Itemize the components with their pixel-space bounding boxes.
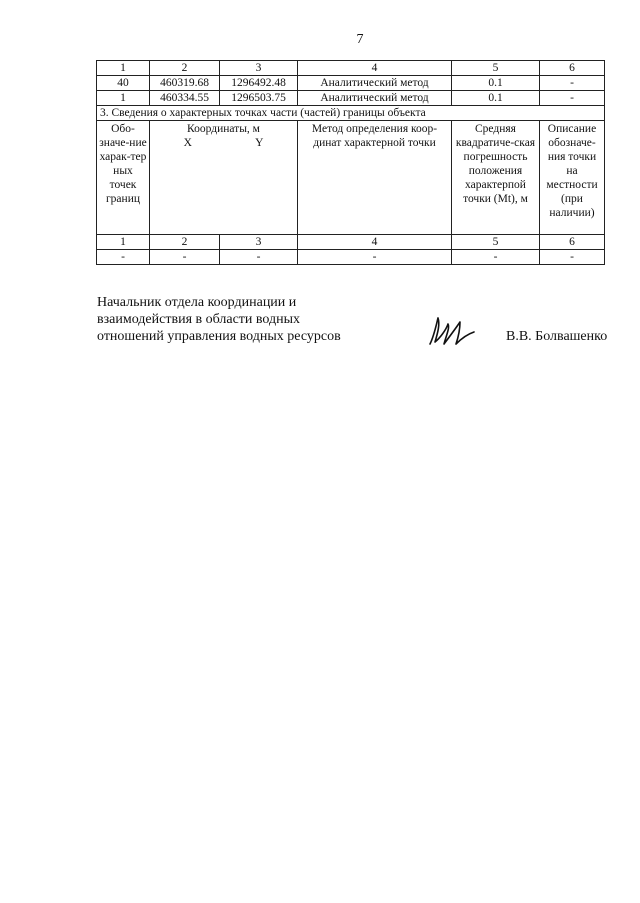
table-cell: - (452, 250, 540, 265)
position-line: Начальник отдела координации и (97, 295, 297, 310)
table-cell: - (97, 250, 150, 265)
coordinates-table (96, 60, 605, 265)
table-cell: - (298, 250, 452, 265)
table-cell: 2 (150, 61, 220, 76)
method-cell: Аналитический метод (298, 91, 452, 106)
accuracy-header: Средняя квадратиче-ская погрешность положения характерпой точки (Mt), м (452, 121, 540, 235)
table-cell: 3 (220, 61, 298, 76)
section-title-row (97, 106, 605, 121)
coordinates-header (150, 121, 298, 235)
table-header-number-row (97, 61, 605, 76)
table-cell: 4 (298, 61, 452, 76)
table-row (97, 76, 605, 91)
accuracy-cell: 0.1 (452, 76, 540, 91)
page-number: 7 (356, 32, 364, 47)
coordinates-header-label: Координаты, м (187, 123, 260, 135)
table-cell: 2 (150, 235, 220, 250)
table-column-header-row (97, 121, 605, 235)
accuracy-cell: 0.1 (452, 91, 540, 106)
handwritten-signature (426, 314, 476, 348)
table-row (97, 250, 605, 265)
method-header: Метод определения коор-динат характерной точки (298, 121, 452, 235)
table-cell: 6 (540, 235, 605, 250)
table-cell: 5 (452, 235, 540, 250)
table-cell: 1 (97, 61, 150, 76)
table-cell: 3 (220, 235, 298, 250)
y-coordinate-cell: 1296503.75 (220, 91, 298, 106)
table-cell: - (540, 250, 605, 265)
point-number-cell: 1 (97, 91, 150, 106)
x-coordinate-cell: 460334.55 (150, 91, 220, 106)
description-cell: - (540, 76, 605, 91)
method-cell: Аналитический метод (298, 76, 452, 91)
designation-header: Обо-значе-ние харак-тер ных точек границ (97, 121, 150, 235)
description-cell: - (540, 91, 605, 106)
x-header: X (183, 137, 192, 149)
section-3-title: 3. Сведения о характерных точках части (частей) границы объекта (97, 106, 605, 121)
signer-name: В.В. Болвашенко (506, 329, 608, 344)
y-header: Y (255, 137, 264, 149)
table-cell: - (220, 250, 298, 265)
table-cell: 6 (540, 61, 605, 76)
table-cell: 5 (452, 61, 540, 76)
signatory-position (97, 294, 341, 345)
table-row (97, 91, 605, 106)
table-cell: - (150, 250, 220, 265)
y-coordinate-cell: 1296492.48 (220, 76, 298, 91)
table-cell: 4 (298, 235, 452, 250)
xy-labels (152, 136, 295, 150)
description-header: Описание обозначе-ния точки на местности (при наличии) (540, 121, 605, 235)
table-number-row (97, 235, 605, 250)
position-line: отношений управления водных ресурсов (97, 329, 341, 344)
point-number-cell: 40 (97, 76, 150, 91)
position-line: взаимодействия в области водных (97, 312, 301, 327)
x-coordinate-cell: 460319.68 (150, 76, 220, 91)
table-cell: 1 (97, 235, 150, 250)
